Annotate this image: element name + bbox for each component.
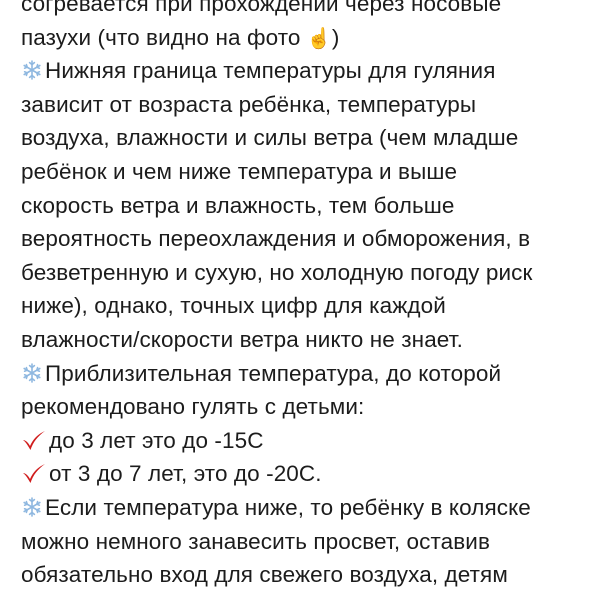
text-line: [21, 54, 601, 88]
text-line: [21, 323, 601, 357]
line-text: Приблизительная температура, до которой: [45, 360, 502, 386]
document-body: [21, 0, 601, 592]
line-text: пазухи (что видно на фото: [21, 24, 301, 50]
text-line: [21, 357, 601, 391]
snowflake-icon: [21, 59, 43, 81]
text-line: [21, 491, 601, 525]
line-text: можно немного занавесить просвет, оставив: [21, 528, 491, 554]
text-line: [21, 222, 601, 256]
check-mark-icon: [21, 429, 47, 451]
text-line: [21, 256, 601, 290]
text-line: [21, 155, 601, 189]
text-line: [21, 0, 601, 21]
text-line: [21, 457, 601, 491]
line-text: Если температура ниже, то ребёнку в коляске: [45, 494, 531, 520]
text-line: [21, 424, 601, 458]
snowflake-icon: [21, 496, 43, 518]
text-line: [21, 121, 601, 155]
line-text: ниже), однако, точных цифр для каждой: [21, 293, 446, 319]
line-text: согревается при прохождении через носовые: [21, 0, 502, 16]
line-text: безветренную и сухую, но холодную погоду риск: [21, 259, 533, 285]
text-line: [21, 21, 601, 55]
text-line: [21, 390, 601, 424]
line-text: до 3 лет это до -15С: [49, 427, 264, 453]
line-text: вероятность переохлаждения и обморожения, в: [21, 226, 531, 252]
text-line: [21, 189, 601, 223]
line-text: от 3 до 7 лет, это до -20С.: [49, 461, 322, 487]
line-text: Нижняя граница температуры для гуляния: [45, 58, 496, 84]
line-text: обязательно вход для свежего воздуха, детям: [21, 562, 508, 588]
text-line: [21, 289, 601, 323]
check-mark-icon: [21, 462, 47, 484]
text-line: [21, 558, 601, 592]
text-line: [21, 88, 601, 122]
line-text: влажности/скорости ветра никто не знает.: [21, 326, 463, 352]
line-text: ): [331, 24, 340, 50]
line-text: скорость ветра и влажность, тем больше: [21, 192, 455, 218]
line-text: рекомендовано гулять с детьми:: [21, 394, 365, 420]
line-text: зависит от возраста ребёнка, температуры: [21, 91, 477, 117]
line-text: воздуха, влажности и силы ветра (чем младше: [21, 125, 519, 151]
pointing-hand-icon: ☝: [306, 27, 332, 50]
snowflake-icon: [21, 362, 43, 384]
line-text: ребёнок и чем ниже температура и выше: [21, 158, 458, 184]
text-line: [21, 525, 601, 559]
